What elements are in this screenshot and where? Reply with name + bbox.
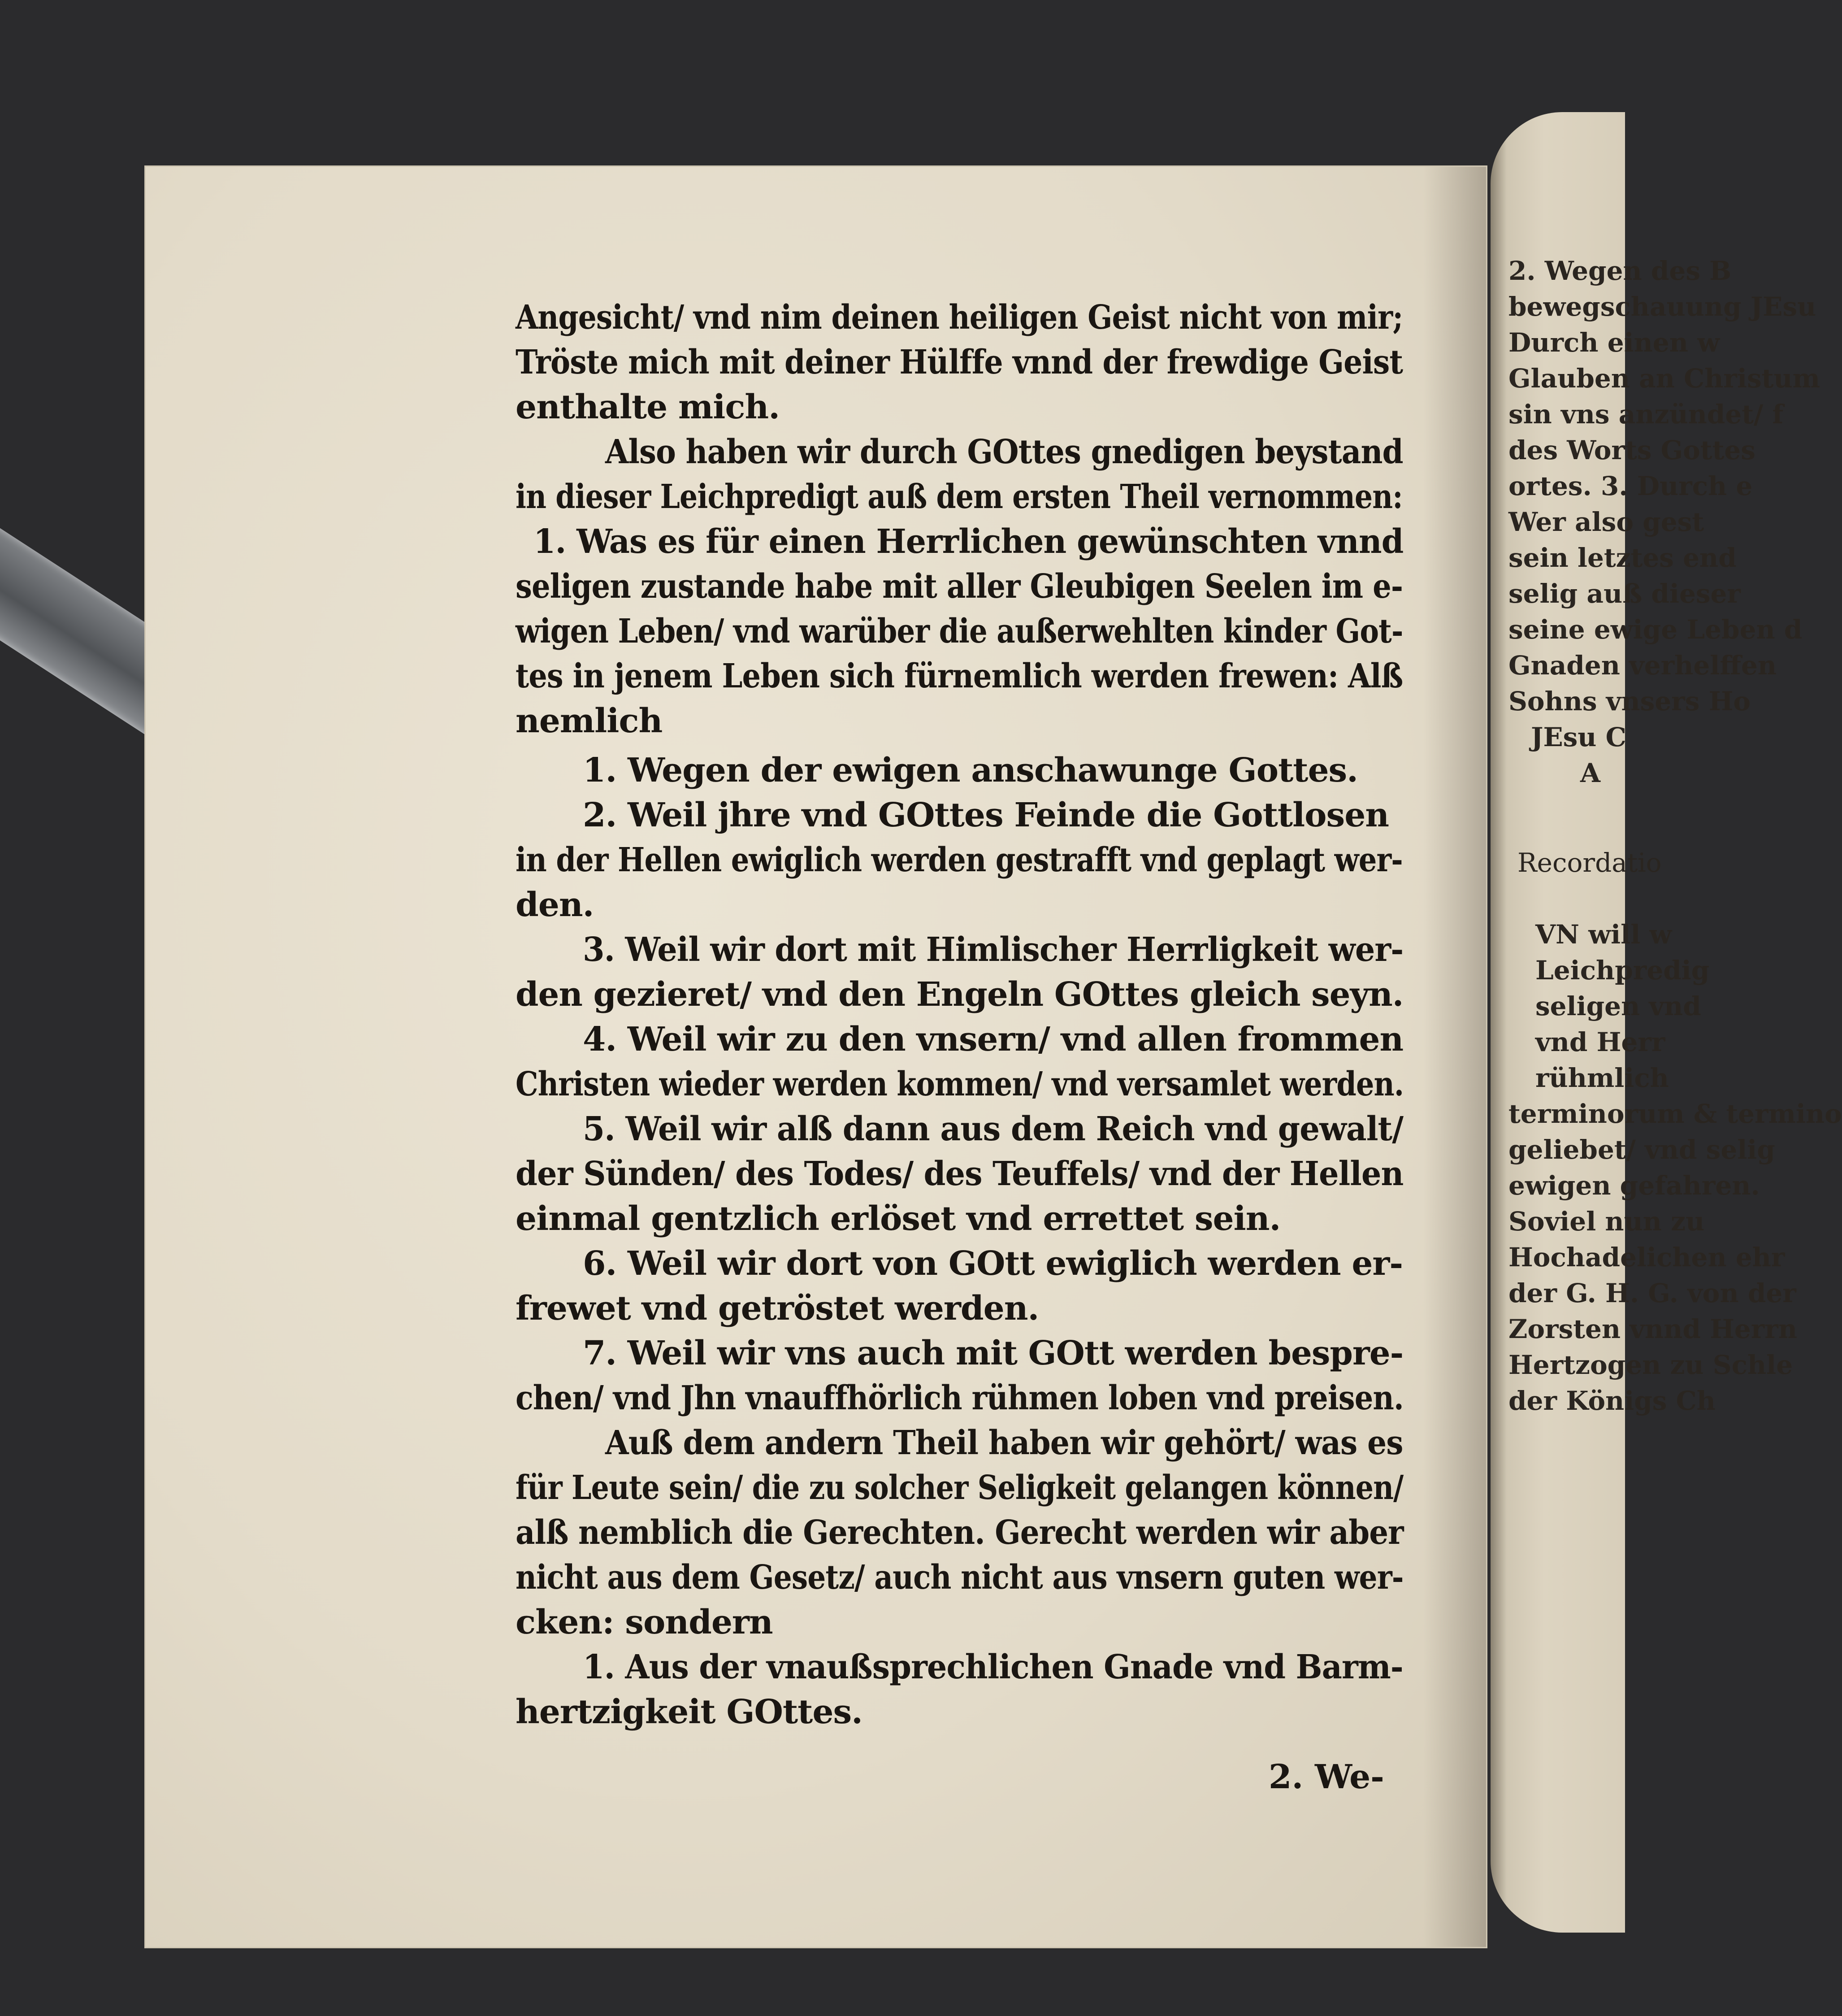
facing-line: seine ewige Leben d (1508, 614, 1803, 645)
facing-line: Gnaden verhelffen (1508, 650, 1777, 681)
text-line: 1. Aus der vnaußsprechlichen Gnade vnd Barm- (583, 1648, 1403, 1686)
text-line: Tröste mich mit deiner Hülffe vnnd der frewdige Geist (516, 343, 1403, 382)
text-line: hertzigkeit GOttes. (516, 1693, 862, 1731)
text-line: tes in jenem Leben sich fürnemlich werden frewen: Alß (516, 657, 1403, 695)
facing-line: Hochadelichen ehr (1508, 1242, 1785, 1273)
text-line: cken: sondern (516, 1603, 773, 1642)
text-line: 4. Weil wir zu den vnsern/ vnd allen frommen (583, 1020, 1404, 1059)
text-line: den. (516, 886, 594, 924)
facing-line: der Königs Ch (1508, 1386, 1716, 1416)
catchword: 2. We- (1269, 1758, 1384, 1796)
text-line: enthalte mich. (516, 388, 780, 426)
text-line: der Sünden/ des Todes/ des Teuffels/ vnd der Hellen (516, 1155, 1404, 1193)
facing-line: geliebet/ vnd selig (1508, 1134, 1775, 1165)
text-line: chen/ vnd Jhn vnauffhörlich rühmen loben vnd preisen. (516, 1379, 1404, 1417)
facing-line: Leichpredig (1535, 955, 1710, 986)
facing-line: rühmlich (1535, 1063, 1669, 1093)
facing-line: ewigen gefahren. (1508, 1170, 1760, 1201)
text-line: Auß dem andern Theil haben wir gehört/ was es (605, 1424, 1403, 1462)
text-line: Christen wieder werden kommen/ vnd versamlet werden. (516, 1065, 1404, 1104)
facing-line: Glauben an Christum (1508, 363, 1820, 394)
text-line: in dieser Leichpredigt auß dem ersten Theil vernommen: (516, 478, 1403, 516)
facing-line: sin vns anzündet/ f (1508, 399, 1784, 430)
facing-line: VN will w (1535, 919, 1672, 950)
text-line: 2. Weil jhre vnd GOttes Feinde die Gottlosen (583, 796, 1389, 834)
facing-page (1491, 112, 1842, 1933)
text-line: 6. Weil wir dort von GOtt ewiglich werden er- (583, 1244, 1403, 1283)
facing-line: Recordatio (1517, 847, 1662, 878)
text-line: 7. Weil wir vns auch mit GOtt werden bespre- (583, 1334, 1404, 1373)
facing-line: Sohns vnsers Ho (1508, 686, 1751, 717)
facing-line: terminorum & termino (1508, 1099, 1842, 1129)
text-line: alß nemblich die Gerechten. Gerecht werden wir aber (516, 1513, 1404, 1552)
facing-line: vnd Herr (1535, 1027, 1665, 1057)
text-line: in der Hellen ewiglich werden gestrafft vnd geplagt wer- (516, 841, 1403, 879)
facing-line: selig auß dieser (1508, 578, 1741, 609)
text-line: nemlich (516, 702, 663, 740)
facing-line: ortes. 3. Durch e (1508, 471, 1753, 501)
facing-line: Zorsten vnnd Herrn (1508, 1314, 1798, 1344)
facing-line: Wer also gest (1508, 507, 1704, 537)
text-line: 1. Was es für einen Herrlichen gewünschten vnnd (533, 522, 1404, 561)
text-line: 5. Weil wir alß dann aus dem Reich vnd gewalt/ (583, 1110, 1404, 1148)
text-line: nicht aus dem Gesetz/ auch nicht aus vnsern guten wer- (516, 1558, 1404, 1597)
facing-line: Hertzogen zu Schle (1508, 1350, 1793, 1380)
facing-line: seligen vnd (1535, 991, 1701, 1021)
text-line: Angesicht/ vnd nim deinen heiligen Geist nicht von mir; (516, 298, 1403, 337)
text-line: den gezieret/ vnd den Engeln GOttes gleich seyn. (516, 975, 1404, 1014)
facing-line: Soviel nun zu (1508, 1206, 1705, 1237)
facing-line: des Worts Gottes (1508, 435, 1755, 465)
text-line: frewet vnd getröstet werden. (516, 1289, 1039, 1328)
facing-line: A (1580, 758, 1601, 788)
text-line: Also haben wir durch GOttes gnedigen beystand (605, 433, 1403, 471)
facing-line: JEsu C (1531, 722, 1626, 752)
facing-line: 2. Wegen des B (1508, 256, 1732, 286)
facing-line: Durch einen w (1508, 327, 1720, 358)
facing-line: der G. H. G. von der (1508, 1278, 1796, 1308)
text-line: einmal gentzlich erlöset vnd errettet sein. (516, 1199, 1281, 1238)
facing-line: bewegschauung JEsu (1508, 291, 1816, 322)
text-line: seligen zustande habe mit aller Gleubigen Seelen im e- (516, 567, 1403, 606)
text-line: 1. Wegen der ewigen anschawunge Gottes. (583, 751, 1358, 790)
facing-line: sein letztes end (1508, 543, 1737, 573)
text-line: 3. Weil wir dort mit Himlischer Herrligkeit wer- (583, 930, 1404, 969)
text-line: wigen Leben/ vnd warüber die außerwehlten kinder Got- (516, 612, 1403, 651)
text-line: für Leute sein/ die zu solcher Seligkeit gelangen können/ (516, 1469, 1404, 1507)
